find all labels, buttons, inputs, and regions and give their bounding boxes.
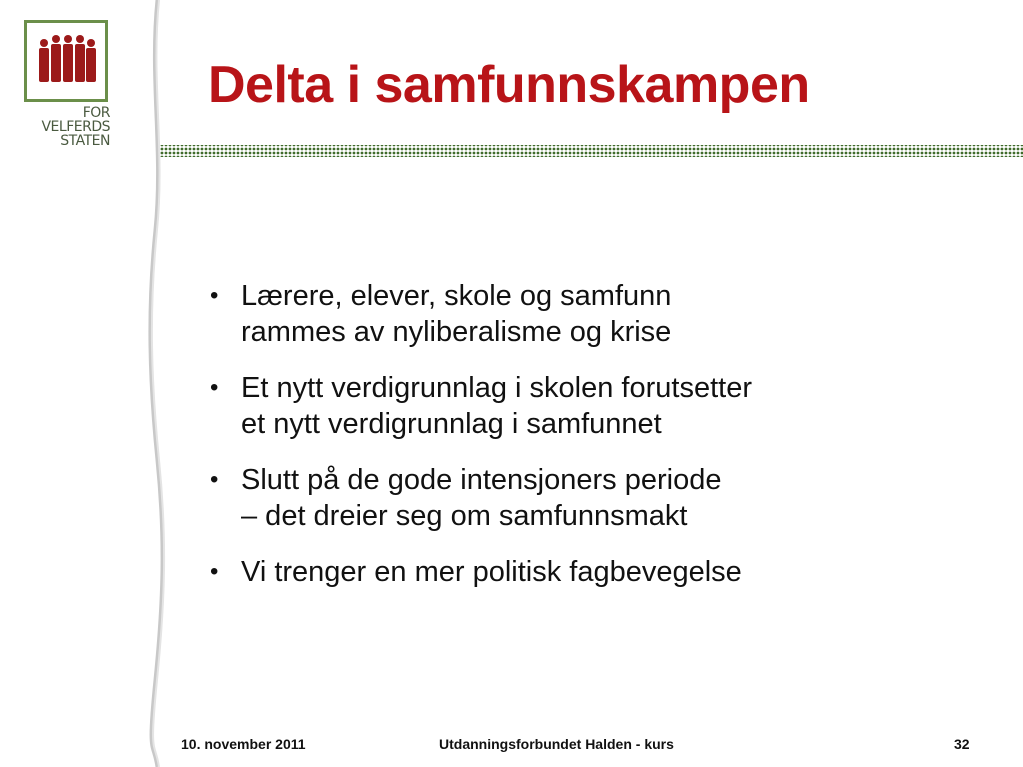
bullet-text-line: Slutt på de gode intensjoners periode (241, 464, 722, 496)
logo-line: FOR (82, 105, 110, 121)
logo-frame (24, 20, 108, 102)
bullet-marker: • (210, 558, 219, 585)
slide-title: Delta i samfunnskampen (208, 56, 810, 114)
logo-text (24, 106, 110, 148)
bullet-text-line: Et nytt verdigrunnlag i skolen forutsetter (241, 372, 752, 404)
people-figures-icon (35, 31, 97, 93)
bullet-marker: • (210, 374, 219, 401)
bullet-text-line: et nytt verdigrunnlag i samfunnet (241, 408, 662, 440)
bullet-text-line: Lærere, elever, skole og samfunn (241, 280, 672, 312)
bullet-marker: • (210, 282, 219, 309)
bullet-text-line: Vi trenger en mer politisk fagbevegelse (241, 556, 742, 588)
logo-line: STATEN (60, 133, 110, 149)
bullet-item (208, 278, 908, 350)
bullet-item (208, 462, 908, 534)
logo-line: VELFERDS (41, 119, 110, 135)
bullet-text-line: – det dreier seg om samfunnsmakt (241, 500, 688, 532)
vertical-separator (145, 0, 169, 767)
slide-number: 32 (954, 736, 970, 752)
footer-date: 10. november 2011 (181, 736, 306, 752)
bullet-text-line: rammes av nyliberalisme og krise (241, 316, 672, 348)
bullet-list (208, 278, 908, 610)
footer-organization: Utdanningsforbundet Halden - kurs (439, 736, 674, 752)
dotted-divider (160, 143, 1023, 159)
bullet-item (208, 370, 908, 442)
bullet-marker: • (210, 466, 219, 493)
bullet-item (208, 554, 908, 590)
